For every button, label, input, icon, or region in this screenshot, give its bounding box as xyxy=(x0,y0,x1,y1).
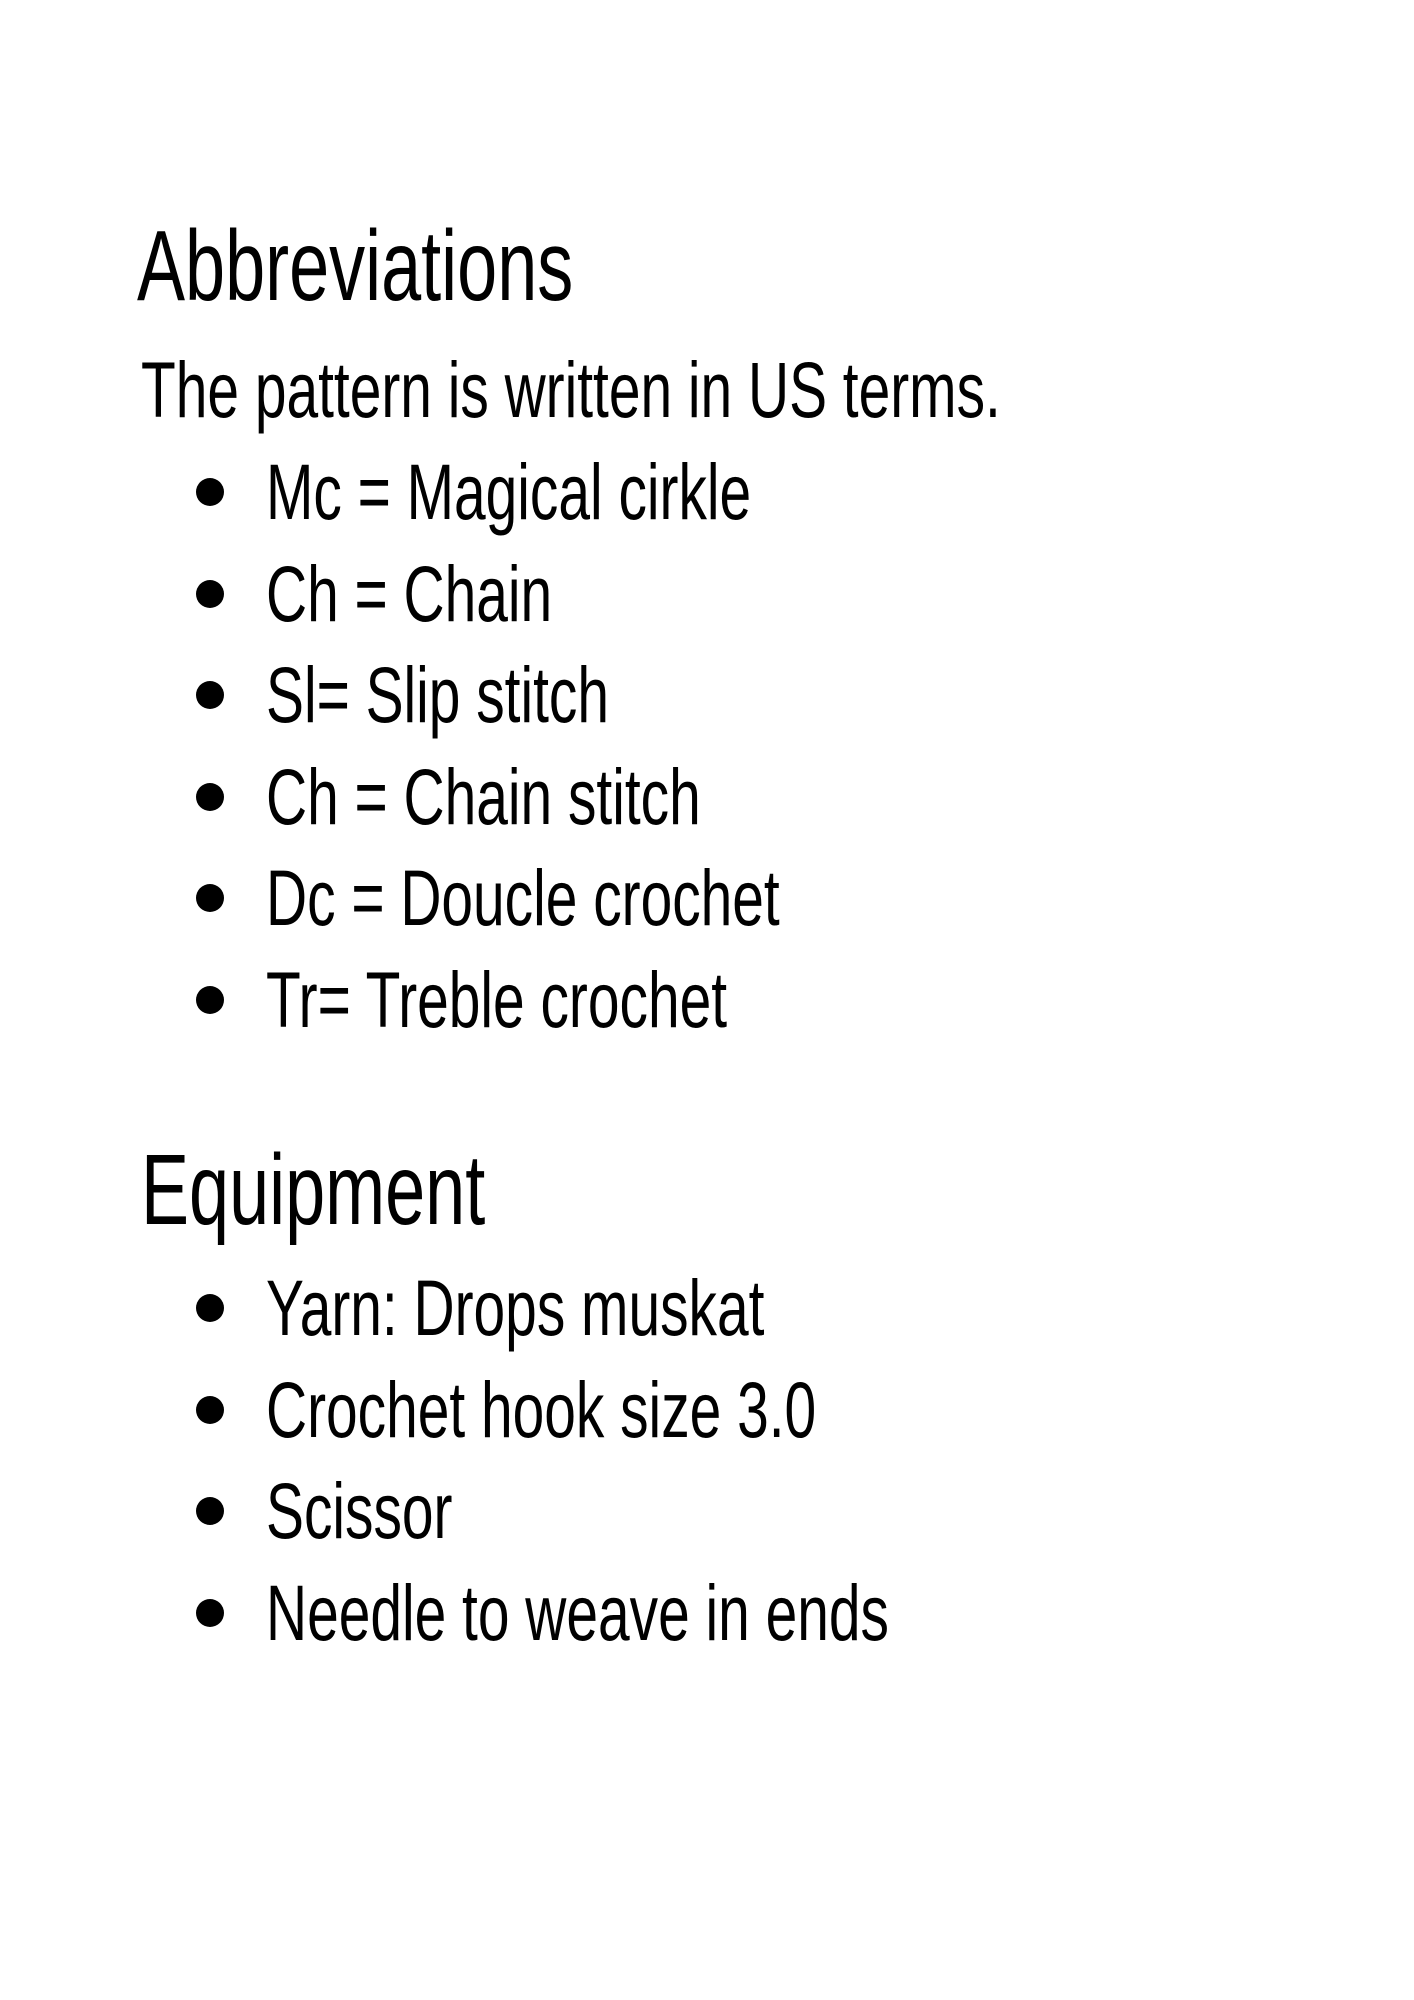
list-item-text: Mc = Magical cirkle xyxy=(266,447,752,536)
list-item-text: Crochet hook size 3.0 xyxy=(266,1364,817,1454)
list-item-text: Yarn: Drops muskat xyxy=(266,1263,765,1352)
intro-text-content: The pattern is written in US terms. xyxy=(141,345,1001,434)
equipment-heading xyxy=(141,1134,619,1246)
abbreviations-heading-text: Abbreviations xyxy=(137,210,574,322)
bullet-icon xyxy=(196,1396,224,1424)
bullet-icon xyxy=(196,1497,224,1525)
bullet-icon xyxy=(196,884,224,912)
list-item-text: Ch = Chain xyxy=(266,548,553,638)
list-item-text: Tr= Treble crochet xyxy=(266,954,728,1044)
bullet-icon xyxy=(196,681,224,709)
bullet-icon xyxy=(196,478,224,506)
list-item-text: Sl= Slip stitch xyxy=(266,650,610,739)
list-item-text: Dc = Doucle crochet xyxy=(266,853,780,942)
bullet-icon xyxy=(196,783,224,811)
list-item-text: Ch = Chain stitch xyxy=(266,751,701,841)
list-item-text: Scissor xyxy=(266,1466,453,1555)
bullet-icon xyxy=(196,1599,224,1627)
bullet-icon xyxy=(196,1294,224,1322)
bullet-icon xyxy=(196,986,224,1014)
abbreviations-heading xyxy=(137,210,743,322)
equipment-heading-text: Equipment xyxy=(141,1134,486,1246)
intro-text xyxy=(141,345,1335,434)
list-item-text: Needle to weave in ends xyxy=(266,1567,889,1657)
bullet-icon xyxy=(196,580,224,608)
